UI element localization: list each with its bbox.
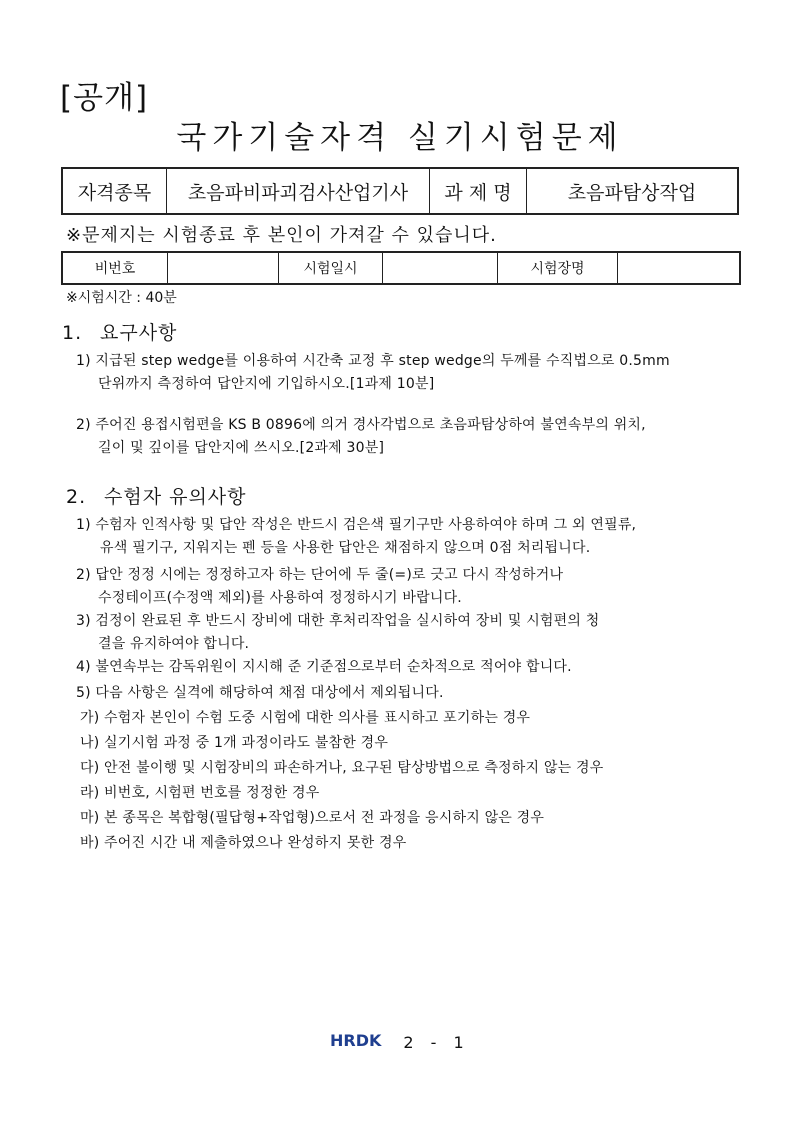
section1-item-1 <box>76 350 670 396</box>
page-title: 국가기술자격 실기시험문제 <box>176 120 624 156</box>
list-item: 나) 실기시험 과정 중 1개 과정이라도 불참한 경우 <box>80 735 389 751</box>
item-line: 1) 수험자 인적사항 및 답안 작성은 반드시 검은색 필기구만 사용하여야 하며 그 외 연필류, <box>76 517 637 533</box>
task-value: 초음파탐상작업 <box>527 168 739 214</box>
hrdk-logo <box>330 1031 392 1053</box>
item-line: 단위까지 측정하여 답안지에 기입하시오.[1과제 10분] <box>98 376 435 392</box>
list-item: 라) 비번호, 시험편 번호를 정정한 경우 <box>80 785 320 801</box>
list-item: 가) 수험자 본인이 수험 도중 시험에 대한 의사를 표시하고 포기하는 경우 <box>80 710 531 726</box>
item-line: 길이 및 깊이를 답안지에 쓰시오.[2과제 30분] <box>98 440 385 456</box>
list-item: 바) 주어진 시간 내 제출하였으나 완성하지 못한 경우 <box>80 835 407 851</box>
item-line: 2) 주어진 용접시험편을 KS B 0896에 의거 경사각법으로 초음파탐상하여 불연속부의 위치, <box>76 417 646 433</box>
exam-place-cell[interactable] <box>618 252 741 284</box>
section2-item-2 <box>76 564 563 610</box>
item-line: 결을 유지하여야 합니다. <box>98 636 250 652</box>
qualification-info-table <box>61 167 739 215</box>
section2-item-1 <box>76 514 636 560</box>
secret-number-cell[interactable] <box>168 252 279 284</box>
section1-heading <box>62 318 177 345</box>
exam-info-table <box>61 251 741 285</box>
notice-text: ※문제지는 시험종료 후 본인이 가져갈 수 있습니다. <box>66 225 497 246</box>
list-item: 다) 안전 불이행 및 시험장비의 파손하거나, 요구된 탐상방법으로 측정하지 않는 경우 <box>80 760 604 776</box>
section2-item-3 <box>76 610 599 656</box>
task-label: 과 제 명 <box>430 168 527 214</box>
list-item: 마) 본 종목은 복합형(필답형+작업형)으로서 전 과정을 응시하지 않은 경우 <box>80 810 545 826</box>
page-number: 2 - 1 <box>403 1032 470 1052</box>
item-line: 유색 필기구, 지워지는 펜 등을 사용한 답안은 채점하지 않으며 0점 처리됩니다. <box>100 540 591 556</box>
item-line: 2) 답안 정정 시에는 정정하고자 하는 단어에 두 줄(=)로 긋고 다시 작성하거나 <box>76 567 564 583</box>
item-line: 4) 불연속부는 감독위원이 지시해 준 기준점으로부터 순차적으로 적어야 합니다. <box>76 659 572 675</box>
section2-number: 2. <box>66 486 87 508</box>
section2-item-5 <box>76 682 444 705</box>
footer <box>0 1031 800 1053</box>
disqualification-list <box>80 706 603 856</box>
section2-title: 수험자 유의사항 <box>104 486 247 508</box>
item-line: 1) 지급된 step wedge를 이용하여 시간축 교정 후 step wedge의 두께를 수직법으로 0.5mm <box>76 353 670 369</box>
field-value: 초음파비파괴검사산업기사 <box>167 168 430 214</box>
item-line: 5) 다음 사항은 실격에 해당하여 채점 대상에서 제외됩니다. <box>76 685 444 701</box>
svg-text:HRDK: HRDK <box>330 1031 382 1049</box>
section1-number: 1. <box>62 322 83 344</box>
section2-item-4 <box>76 656 572 679</box>
item-line: 수정테이프(수정액 제외)를 사용하여 정정하시기 바랍니다. <box>98 590 462 606</box>
section2-heading <box>66 482 247 509</box>
field-label: 자격종목 <box>62 168 167 214</box>
section1-title: 요구사항 <box>100 322 178 344</box>
exam-date-cell[interactable] <box>383 252 498 284</box>
exam-time: ※시험시간 : 40분 <box>66 290 177 306</box>
exam-place-label: 시험장명 <box>498 252 618 284</box>
public-tag: [공개] <box>60 80 149 116</box>
item-line: 3) 검정이 완료된 후 반드시 장비에 대한 후처리작업을 실시하여 장비 및 시험편의 청 <box>76 613 600 629</box>
section1-item-2 <box>76 414 646 460</box>
exam-date-label: 시험일시 <box>279 252 383 284</box>
secret-number-label: 비번호 <box>62 252 168 284</box>
